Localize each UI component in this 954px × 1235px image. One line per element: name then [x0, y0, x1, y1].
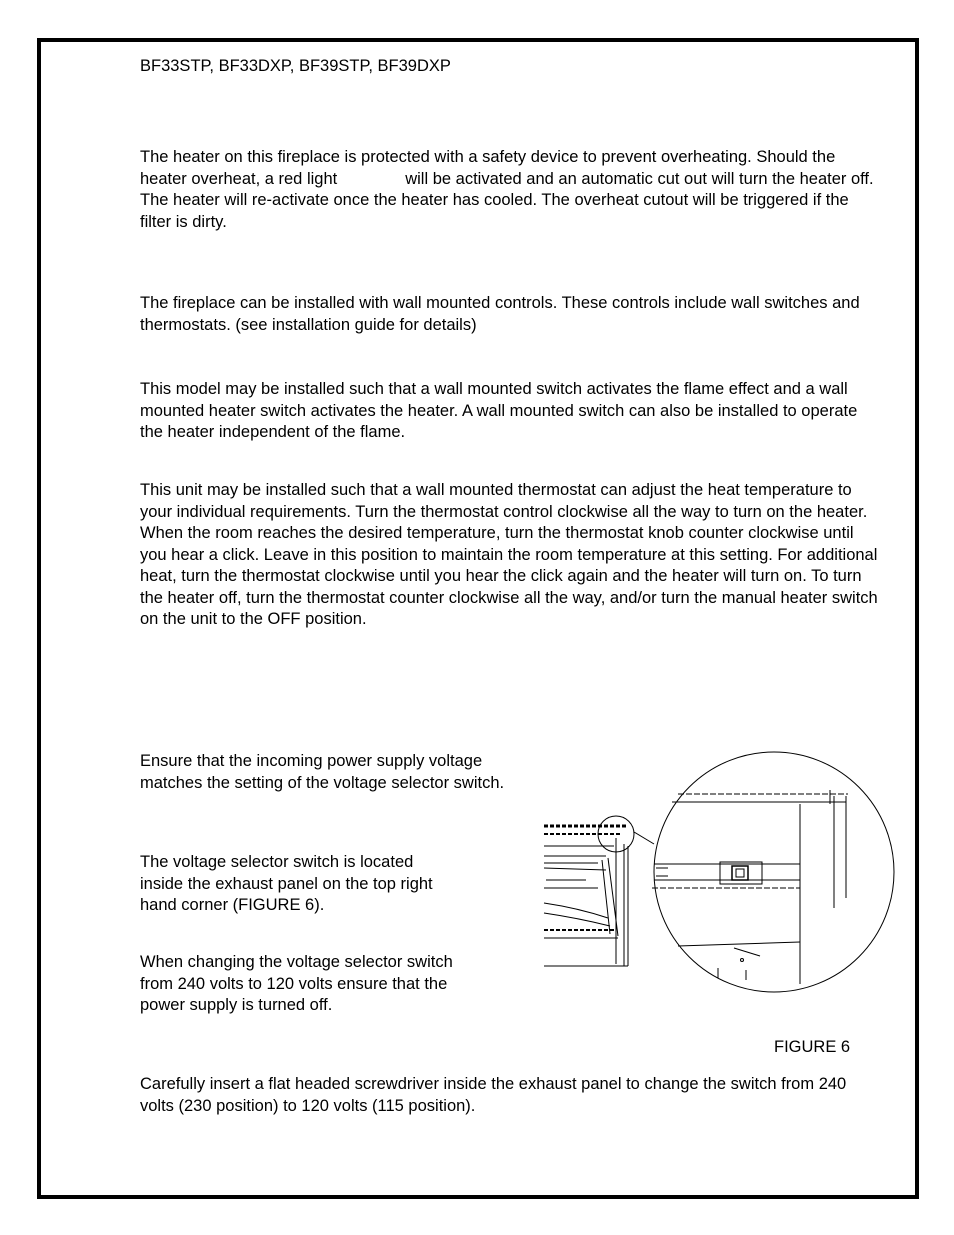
- wall-controls-paragraph: The fireplace can be installed with wall mounted controls. These controls include wall switches and thermostats. (see installation guide for details): [140, 294, 860, 334]
- thermostat-paragraph: This unit may be installed such that a wall mounted thermostat can adjust the heat temperature to your individual requirements. Turn the thermostat control clockwise all the way to turn on the heater. When the room reaches the desired temperature, turn the thermostat knob counter clockwise until you hear a click. Leave in this position to maintain the room temperature at this setting. For additional heat, turn the thermostat clockwise until you hear the click again and the heater will turn on. To turn the heater off, turn the thermostat counter clockwise all the way, and/or turn the manual heater switch on the unit to the OFF position.: [140, 481, 878, 628]
- overheat-text-end: will be activated and an automatic cut out will turn the heater off. The heater will re-activate once the heater has cooled. The overheat cutout will be triggered if the filter is dirty.: [140, 169, 874, 231]
- screwdriver-paragraph: Carefully insert a flat headed screwdriver inside the exhaust panel to change the switch from 240 volts (230 position) to 120 volts (115 position).: [140, 1075, 847, 1115]
- voltage-change-paragraph: When changing the voltage selector switch from 240 volts to 120 volts ensure that the power supply is turned off.: [140, 953, 453, 1014]
- voltage-location-paragraph: The voltage selector switch is located inside the exhaust panel on the top right hand corner (FIGURE 6).: [140, 853, 433, 914]
- wall-switch-paragraph: This model may be installed such that a wall mounted switch activates the flame effect and a wall mounted heater switch activates the heater. A wall mounted switch can also be installed to operate the heater independent of the flame.: [140, 380, 858, 441]
- model-numbers: BF33STP, BF33DXP, BF39STP, BF39DXP: [140, 57, 451, 75]
- overheat-paragraph: [140, 147, 880, 233]
- overheat-text-start: The heater on this fireplace is protected with a safety device to prevent overheating. Should the heater overheat, a red light: [140, 148, 836, 188]
- voltage-match-paragraph: Ensure that the incoming power supply voltage matches the setting of the voltage selector switch.: [140, 752, 505, 792]
- figure-6-caption: FIGURE 6: [774, 1038, 851, 1056]
- figure-6-illustration: [538, 748, 898, 998]
